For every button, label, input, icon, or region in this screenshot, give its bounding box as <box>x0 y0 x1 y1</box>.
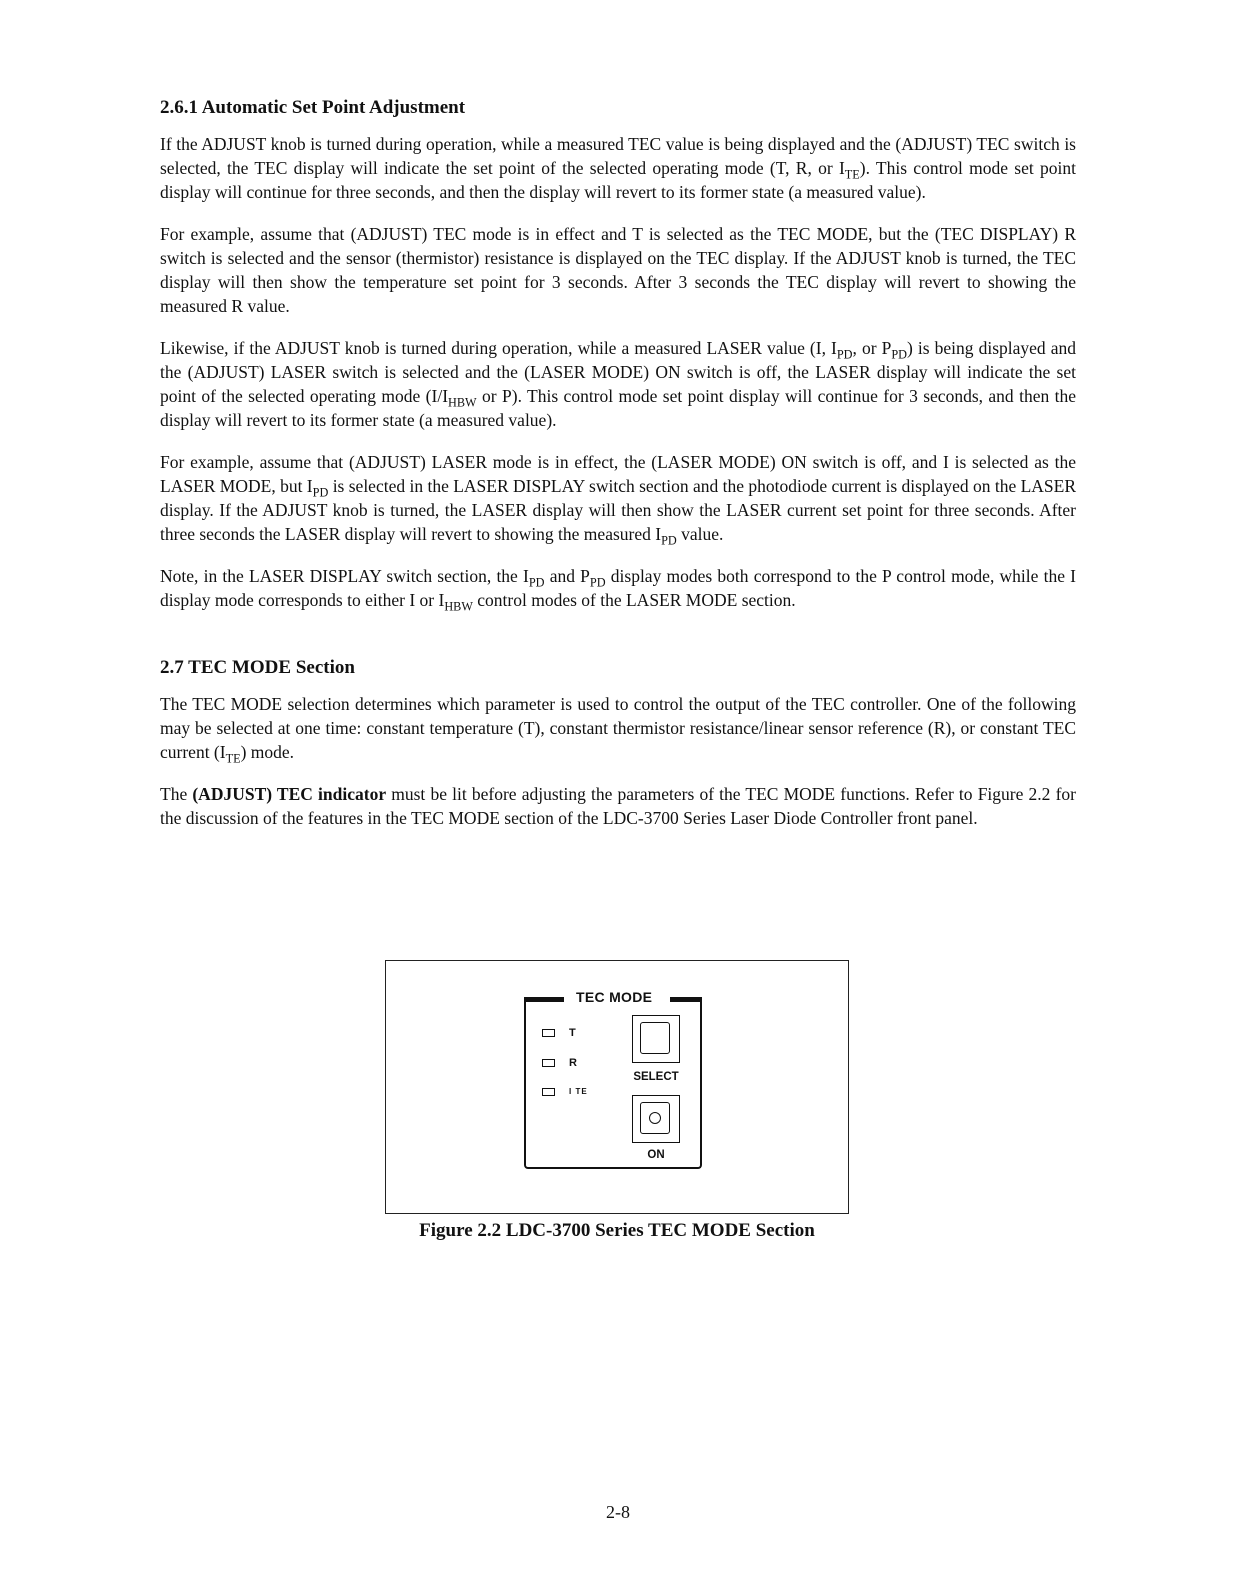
select-button[interactable] <box>632 1015 680 1063</box>
section-2-6-1-heading: 2.6.1 Automatic Set Point Adjustment <box>160 97 466 118</box>
paragraph: The (ADJUST) TEC indicator must be lit before adjusting the parameters of the TEC MODE functions. Refer to Figure 2.2 for the discussion of the features in the TEC MODE section of the LDC-3700 Series Laser Diode Controller front panel. <box>160 784 1076 828</box>
figure-frame <box>385 960 849 1214</box>
panel-bar-left <box>524 997 564 1002</box>
paragraph: Note, in the LASER DISPLAY switch section, the $I_{PD}$ and $P_{PD}$ display modes both correspond to the P control mode, while the I display mode corresponds to either I or $I_{HBW}$ control modes of the LASER MODE section. <box>160 566 1076 614</box>
on-indicator-icon <box>649 1112 661 1124</box>
paragraph: For example, assume that (ADJUST) TEC mode is in effect and T is selected as the TEC MODE, but the (TEC DISPLAY) R switch is selected and the sensor (thermistor) resistance is displayed on the TEC display. If the ADJUST knob is turned, the TEC display will then show the temperature set point for 3 seconds. After 3 seconds the TEC display will revert to showing the measured R value. <box>160 224 1076 316</box>
page-number: 2-8 <box>606 1502 630 1522</box>
led-row-t <box>542 1027 576 1039</box>
led-indicator-icon <box>542 1088 555 1096</box>
led-label-t: T <box>569 1027 576 1039</box>
led-row-ite <box>542 1087 588 1096</box>
figure-caption: Figure 2.2 LDC-3700 Series TEC MODE Section <box>419 1220 815 1241</box>
on-button[interactable] <box>632 1095 680 1143</box>
paragraph: For example, assume that (ADJUST) LASER mode is in effect, the (LASER MODE) ON switch is off, and I is selected as the LASER MODE, but $I_{PD}$ is selected in the LASER DISPLAY switch section and the photodiode current is displayed on the LASER display. If the ADJUST knob is turned, the LASER display will then show the LASER current set point for three seconds. After three seconds the LASER display will revert to showing the measured $I_{PD}$ value. <box>160 452 1077 548</box>
select-button-face <box>640 1022 670 1054</box>
tec-mode-panel <box>524 989 702 1169</box>
led-label-r: R <box>569 1057 577 1069</box>
on-button-face <box>640 1102 670 1134</box>
led-indicator-icon <box>542 1029 555 1037</box>
paragraph: If the ADJUST knob is turned during operation, while a measured TEC value is being displayed and the (ADJUST) TEC switch is selected, the TEC display will indicate the set point of the selected operating mode (T, R, or $I_{TE}$). This control mode set point display will continue for three seconds, and then the display will revert to its former state (a measured value). <box>160 134 1076 202</box>
paragraph: The TEC MODE selection determines which parameter is used to control the output of the TEC controller. One of the following may be selected at one time: constant temperature (T), constant thermistor resistance/linear sensor reference (R), or constant TEC current $(I_{TE})$ mode. <box>160 694 1076 766</box>
led-label-ite: I TE <box>569 1087 588 1096</box>
panel-bar-right <box>670 997 702 1002</box>
select-label: SELECT <box>633 1071 679 1083</box>
led-row-r <box>542 1057 577 1069</box>
on-label: ON <box>647 1149 665 1161</box>
led-indicator-icon <box>542 1059 555 1067</box>
page-body <box>160 96 1076 848</box>
panel-title: TEC MODE <box>572 989 656 1005</box>
section-2-7-heading: 2.7 TEC MODE Section <box>160 657 355 678</box>
paragraph: Likewise, if the ADJUST knob is turned during operation, while a measured LASER value (I, $I_{PD}$, or $P_{PD}$) is being displayed and the (ADJUST) LASER switch is selected and the (LASER MODE) ON switch is off, the LASER display will indicate the set point of the selected operating mode ($I/I_{HBW}$ or P). This control mode set point display will continue for 3 seconds, and then the display will revert to its former state (a measured value). <box>160 338 1077 430</box>
